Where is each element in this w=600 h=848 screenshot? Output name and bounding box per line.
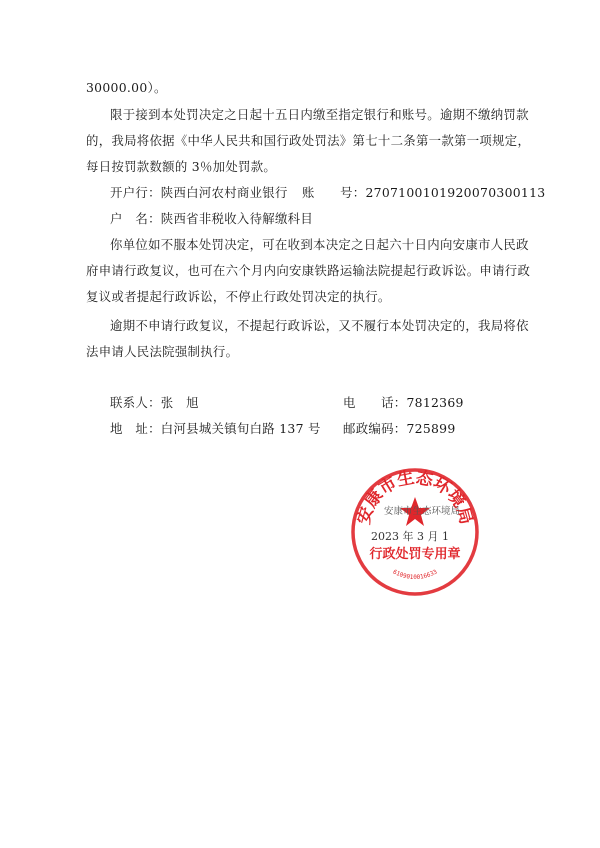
deadline-paragraph-line-3: 每日按罚款数额的 3％加处罚款。 xyxy=(86,159,277,174)
review-paragraph-line-1: 你单位如不服本处罚决定，可在收到本决定之日起六十日内向安康市人民政 xyxy=(110,237,529,252)
bank-label: 开户行： xyxy=(110,185,161,200)
address-label: 地 址： xyxy=(110,421,161,436)
seal-middle-text: 安康市生态环境局 xyxy=(383,506,461,517)
address-row xyxy=(110,421,321,437)
seal-top-text: 安康市生态环境局 xyxy=(353,467,477,527)
postcode-label: 邮政编码： xyxy=(343,421,407,436)
seal-code-text: 6109010016633 xyxy=(391,568,439,582)
phone-row xyxy=(343,395,464,411)
enforce-paragraph-line-2: 法申请人民法院强制执行。 xyxy=(86,344,239,359)
phone-value: 7812369 xyxy=(406,395,464,410)
postcode-row xyxy=(343,421,456,437)
deadline-paragraph-line-1: 限于接到本处罚决定之日起十五日内缴至指定银行和账号。逾期不缴纳罚款 xyxy=(110,107,529,122)
bank-row xyxy=(110,185,288,201)
deadline-paragraph-line-2: 的，我局将依据《中华人民共和国行政处罚法》第七十二条第一款第一项规定， xyxy=(86,133,531,148)
account-label: 账 号： xyxy=(302,185,366,200)
phone-label: 电 话： xyxy=(343,395,407,410)
bank-value: 陕西白河农村商业银行 xyxy=(160,185,288,200)
review-paragraph-line-3: 复议或者提起行政诉讼，不停止行政处罚决定的执行。 xyxy=(86,289,391,304)
seal-date-text: 2023 年 3 月 1 xyxy=(371,530,449,543)
contact-label: 联系人： xyxy=(110,395,161,410)
account-value: 2707100101920070300113 xyxy=(365,185,546,200)
review-paragraph-line-2: 府申请行政复议，也可在六个月内向安康铁路运输法院提起行政诉讼。申请行政 xyxy=(86,263,531,278)
account-name-value: 陕西省非税收入待解缴科目 xyxy=(160,211,314,226)
postcode-value: 725899 xyxy=(406,421,456,436)
official-seal xyxy=(350,467,480,597)
account-name-label: 户 名： xyxy=(110,211,161,226)
account-name-row xyxy=(110,211,313,227)
account-row xyxy=(302,185,546,201)
contact-row xyxy=(110,395,199,411)
seal-bottom-text: 行政处罚专用章 xyxy=(369,547,461,562)
address-value: 白河县城关镇旬白路 137 号 xyxy=(160,421,321,436)
enforce-paragraph-line-1: 逾期不申请行政复议，不提起行政诉讼，又不履行本处罚决定的，我局将依 xyxy=(110,318,529,333)
amount-tail-text: 30000.00）。 xyxy=(86,80,167,95)
contact-value: 张 旭 xyxy=(160,395,199,410)
